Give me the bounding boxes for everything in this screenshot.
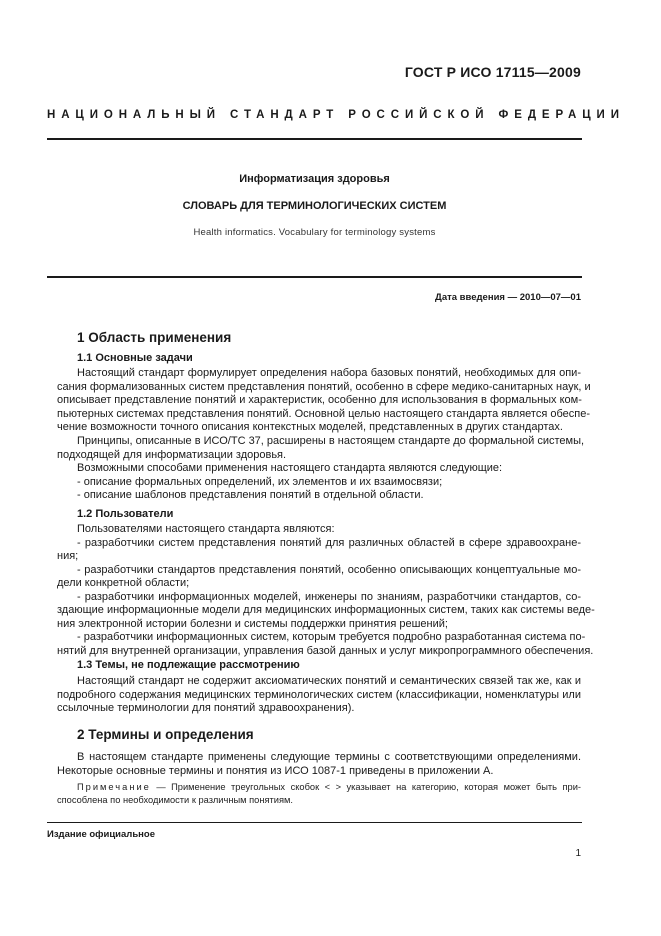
page-number: 1 (575, 848, 581, 859)
list-item: - разработчики информационных моделей, инженеры по знаниям, разработчики стандартов, со- (77, 590, 581, 603)
introduction-date: Дата введения — 2010—07—01 (435, 292, 581, 303)
list-item-continuation: ния; (57, 550, 79, 562)
section-1-heading: 1 Область применения (77, 330, 232, 345)
paragraph-1-1-main (57, 367, 591, 435)
paragraph-2-terms (57, 751, 581, 778)
list-item: - разработчики систем представления понятий для различных областей в сфере здравоохране- (77, 536, 581, 549)
text-line: Настоящий стандарт не содержит аксиоматических понятий и семантических связей так же, как и (77, 675, 581, 687)
text-line: В настоящем стандарте применены следующие термины с соответствующими определениями. (77, 751, 581, 763)
subsection-1-3-heading: 1.3 Темы, не подлежащие рассмотрению (77, 659, 300, 671)
header-divider (47, 138, 582, 140)
text-line: подробного содержания медицинских терминологических систем (классификации, номенклатуры или (57, 688, 581, 701)
section-2-heading: 2 Термины и определения (77, 727, 254, 742)
list-item: - разработчики стандартов представления понятий, особенно описывающих концептуальные мо- (77, 563, 581, 576)
title-divider (47, 276, 582, 278)
note-line: способлена по необходимости к различным понятиям. (57, 795, 293, 805)
subsection-1-2-heading: 1.2 Пользователи (77, 508, 174, 520)
document-code: ГОСТ Р ИСО 17115—2009 (404, 64, 581, 80)
paragraph-1-1-applications (57, 462, 581, 503)
text-line: ссылочные терминологии для понятий здравоохранения). (57, 702, 355, 714)
note-text: — Применение треугольных скобок < > указывает на категорию, которая может быть при- (150, 782, 581, 792)
list-item: - разработчики информационных систем, которым требуется подробно разработанная система по- (77, 631, 586, 643)
list-item-continuation: нятий для внутренней организации, управления базой данных и услуг микропрограммного обеспечения. (57, 644, 594, 657)
text-line: чение возможности точного описания контекстных моделей, представленных в других стандартах. (57, 421, 563, 433)
english-title: Health informatics. Vocabulary for terminology systems (193, 227, 436, 238)
text-line: Некоторые основные термины и понятия из ИСО 1087-1 приведены в приложении А. (57, 764, 494, 777)
text-line: сания формализованных систем представления понятий, особенно в сфере медико-санитарных наук, и (57, 380, 591, 393)
national-standard-banner: НАЦИОНАЛЬНЫЙ СТАНДАРТ РОССИЙСКОЙ ФЕДЕРАЦИИ (47, 109, 625, 121)
note-line (57, 781, 581, 794)
edition-label: Издание официальное (47, 829, 155, 840)
list-item-continuation: ния электронной истории болезни и системы поддержки принятия решений; (57, 617, 448, 630)
note-block (57, 781, 581, 807)
text-line: Настоящий стандарт формулирует определения набора базовых понятий, необходимых для опи- (77, 367, 581, 379)
text-line: Пользователями настоящего стандарта являются: (77, 523, 335, 535)
paragraph-1-3-excluded (57, 675, 581, 716)
paragraph-1-1-principles (57, 435, 585, 462)
list-item: - описание формальных определений, их элементов и их взаимосвязи; (77, 475, 443, 488)
document-title: СЛОВАРЬ ДЛЯ ТЕРМИНОЛОГИЧЕСКИХ СИСТЕМ (182, 200, 447, 212)
footer-divider (47, 822, 582, 823)
list-item-continuation: здающие информационные модели для медицинских информационных систем, таких как системы веде- (57, 604, 595, 616)
document-topic: Информатизация здоровья (239, 173, 390, 185)
text-line: подходящей для информатизации здоровья. (57, 448, 287, 461)
text-line: пьютерных системах представления понятий. Основной целью настоящего стандарта является обеспе- (57, 407, 591, 420)
note-label: Примечание (77, 782, 151, 792)
text-line: описывает представление понятий и характеристик, особенно для использования в формальных ком- (57, 394, 582, 406)
subsection-1-1-heading: 1.1 Основные задачи (77, 352, 193, 364)
paragraph-1-2-users (57, 523, 595, 658)
list-item-continuation: дели конкретной области; (57, 577, 190, 589)
text-line: Возможными способами применения настоящего стандарта являются следующие: (77, 462, 503, 474)
list-item: - описание шаблонов представления понятий в отдельной области. (77, 489, 424, 501)
text-line: Принципы, описанные в ИСО/ТС 37, расширены в настоящем стандарте до формальной системы, (77, 435, 585, 447)
